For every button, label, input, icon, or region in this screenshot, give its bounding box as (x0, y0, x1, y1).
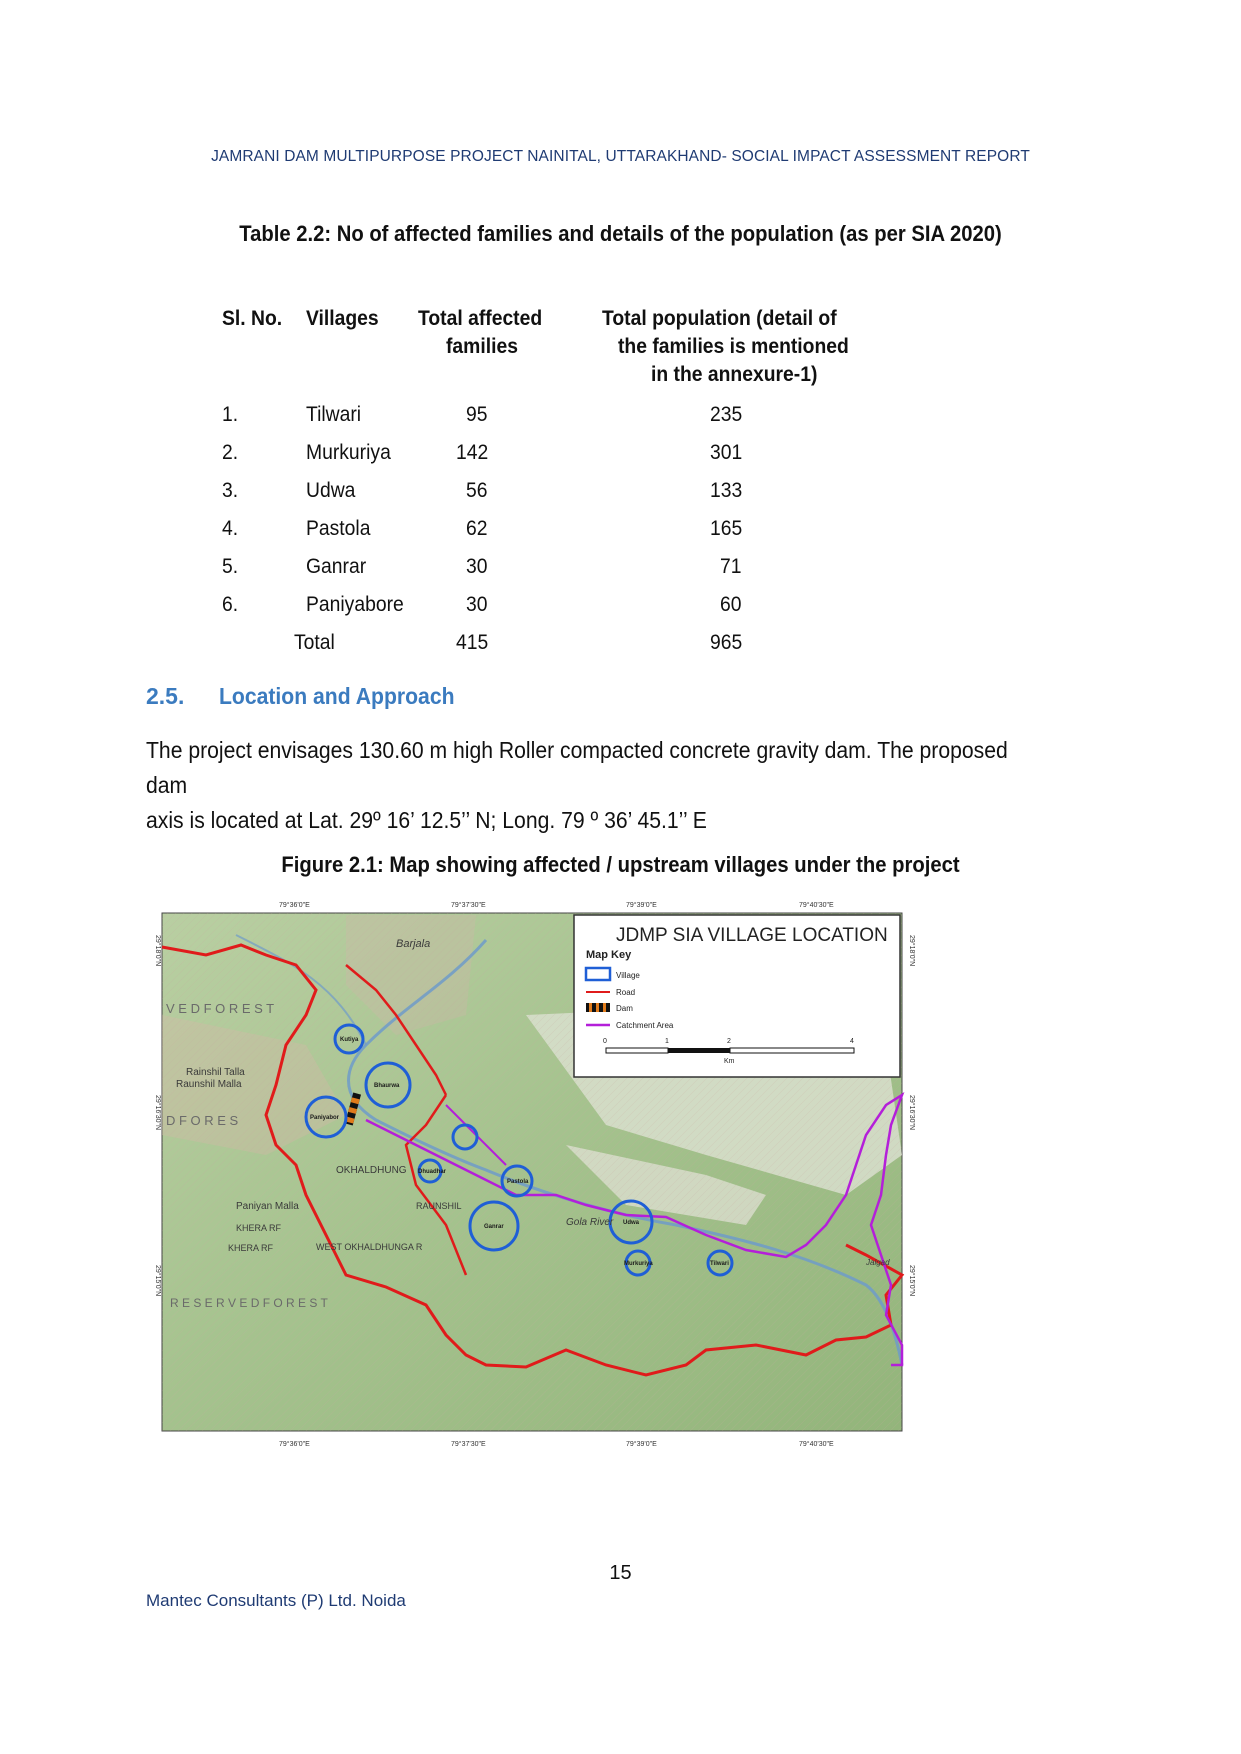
label-ganrar: Ganrar (484, 1224, 504, 1230)
cell-families: 30 (466, 555, 488, 578)
legend-dam-swatch (586, 1003, 610, 1012)
cell-village: Udwa (306, 479, 356, 502)
cell-total-population: 965 (710, 631, 743, 654)
label-udwa: Udwa (623, 1220, 640, 1226)
cell-village: Ganrar (306, 555, 367, 578)
lat-label: 29°15'0"N (908, 1265, 915, 1297)
label-bhaurwa: Bhaurwa (374, 1083, 400, 1089)
cell-sl: 2. (222, 441, 239, 464)
place-khera-rf: KHERA RF (236, 1223, 282, 1233)
cell-sl: 3. (222, 479, 239, 502)
section-title: Location and Approach (219, 683, 455, 709)
lat-label: 29°16'30"N (908, 1095, 915, 1131)
lat-label: 29°18'0"N (908, 935, 915, 967)
cell-families: 95 (466, 403, 488, 426)
lon-label: 79°40'30"E (799, 902, 834, 909)
label-dhuadhar: Dhuadhar (418, 1169, 447, 1175)
label-paniyabor: Paniyabor (310, 1115, 340, 1121)
cell-population: 235 (710, 403, 743, 426)
lat-label: 29°15'0"N (154, 1265, 161, 1297)
map-key (574, 915, 900, 1077)
lon-label: 79°36'0"E (279, 1441, 310, 1448)
place-rainshil: Rainshil Talla (186, 1067, 245, 1078)
place-paniyan: Paniyan Malla (236, 1201, 299, 1212)
legend-road-label: Road (616, 988, 636, 997)
cell-sl: 5. (222, 555, 239, 578)
section-body (146, 733, 1048, 838)
place-jalgad: Jalgad (866, 1258, 890, 1267)
scale-label: 1 (665, 1038, 669, 1045)
cell-village: Pastola (306, 517, 371, 540)
place-vedforest: V E D F O R E S T (166, 1001, 275, 1016)
scale-label: 0 (603, 1038, 607, 1045)
lon-label: 79°39'0"E (626, 1441, 657, 1448)
village-location-map (146, 895, 916, 1455)
cell-village: Tilwari (306, 403, 362, 426)
cell-total-label: Total (294, 631, 335, 654)
cell-families: 62 (466, 517, 488, 540)
place-dforest: D F O R E S (166, 1113, 239, 1128)
place-barjala: Barjala (396, 938, 431, 950)
lon-label: 79°37'30"E (451, 902, 486, 909)
col-header-population-3: in the annexure-1) (651, 363, 818, 386)
cell-village: Murkuriya (306, 441, 391, 464)
figure-title: Figure 2.1: Map showing affected / upstream villages under the project (281, 852, 960, 877)
cell-population: 165 (710, 517, 743, 540)
scale-label: 4 (850, 1038, 854, 1045)
map-key-heading: Map Key (586, 949, 632, 961)
cell-sl: 4. (222, 517, 239, 540)
label-murkuriya: Murkuriya (624, 1261, 653, 1267)
table-title: Table 2.2: No of affected families and details of the population (as per SIA 2020) (239, 221, 1002, 246)
legend-village-label: Village (616, 971, 640, 980)
col-header-village: Villages (306, 307, 379, 330)
scale-label: 2 (727, 1038, 731, 1045)
cell-sl: 1. (222, 403, 239, 426)
cell-village: Paniyabore (306, 593, 404, 616)
cell-population: 301 (710, 441, 743, 464)
place-raunshil2: RAUNSHIL (416, 1201, 462, 1211)
label-kutiya: Kutiya (340, 1037, 359, 1043)
cell-sl: 6. (222, 593, 239, 616)
lon-label: 79°37'30"E (451, 1441, 486, 1448)
legend-catchment-label: Catchment Area (616, 1021, 674, 1030)
cell-population: 60 (720, 593, 742, 616)
col-header-population-2: the families is mentioned (618, 335, 849, 358)
body-line: The project envisages 130.60 m high Roller compacted concrete gravity dam. The proposed dam (146, 737, 1008, 798)
map-key-title: JDMP SIA VILLAGE LOCATION (616, 925, 888, 946)
col-header-families-1: Total affected (418, 307, 543, 330)
label-tilwari: Tilwari (710, 1261, 729, 1267)
lat-label: 29°16'30"N (154, 1095, 161, 1131)
cell-population: 133 (710, 479, 743, 502)
cell-total-families: 415 (456, 631, 489, 654)
section-number: 2.5. (146, 683, 185, 709)
cell-families: 30 (466, 593, 488, 616)
cell-families: 142 (456, 441, 489, 464)
page-number: 15 (609, 1562, 632, 1584)
place-reserved: R E S E R V E D F O R E S T (170, 1296, 328, 1310)
lon-label: 79°40'30"E (799, 1441, 834, 1448)
scale-unit: Km (724, 1058, 735, 1065)
legend-dam-label: Dam (616, 1004, 633, 1013)
col-header-sl: Sl. No. (222, 307, 283, 330)
place-raunshil: Raunshil Malla (176, 1079, 242, 1090)
place-okhaldhunga: OKHALDHUNG (336, 1165, 407, 1176)
running-header: JAMRANI DAM MULTIPURPOSE PROJECT NAINITAL, UTTARAKHAND- SOCIAL IMPACT ASSESSMENT REPORT (211, 148, 1030, 165)
cell-families: 56 (466, 479, 488, 502)
lon-label: 79°39'0"E (626, 902, 657, 909)
place-west-okh: WEST OKHALDHUNGA R (316, 1242, 423, 1252)
lon-label: 79°36'0"E (279, 902, 310, 909)
lat-label: 29°18'0"N (154, 935, 161, 967)
place-gola: Gola River (566, 1217, 614, 1228)
cell-population: 71 (720, 555, 742, 578)
col-header-population-1: Total population (detail of (602, 307, 837, 330)
body-line: axis is located at Lat. 29º 16’ 12.5’’ N; Long. 79 º 36’ 45.1’’ E (146, 807, 707, 833)
place-khera-rf2: KHERA RF (228, 1243, 274, 1253)
footer-company: Mantec Consultants (P) Ltd. Noida (146, 1591, 406, 1610)
col-header-families-2: families (446, 335, 518, 358)
label-pastola: Pastola (507, 1179, 529, 1185)
